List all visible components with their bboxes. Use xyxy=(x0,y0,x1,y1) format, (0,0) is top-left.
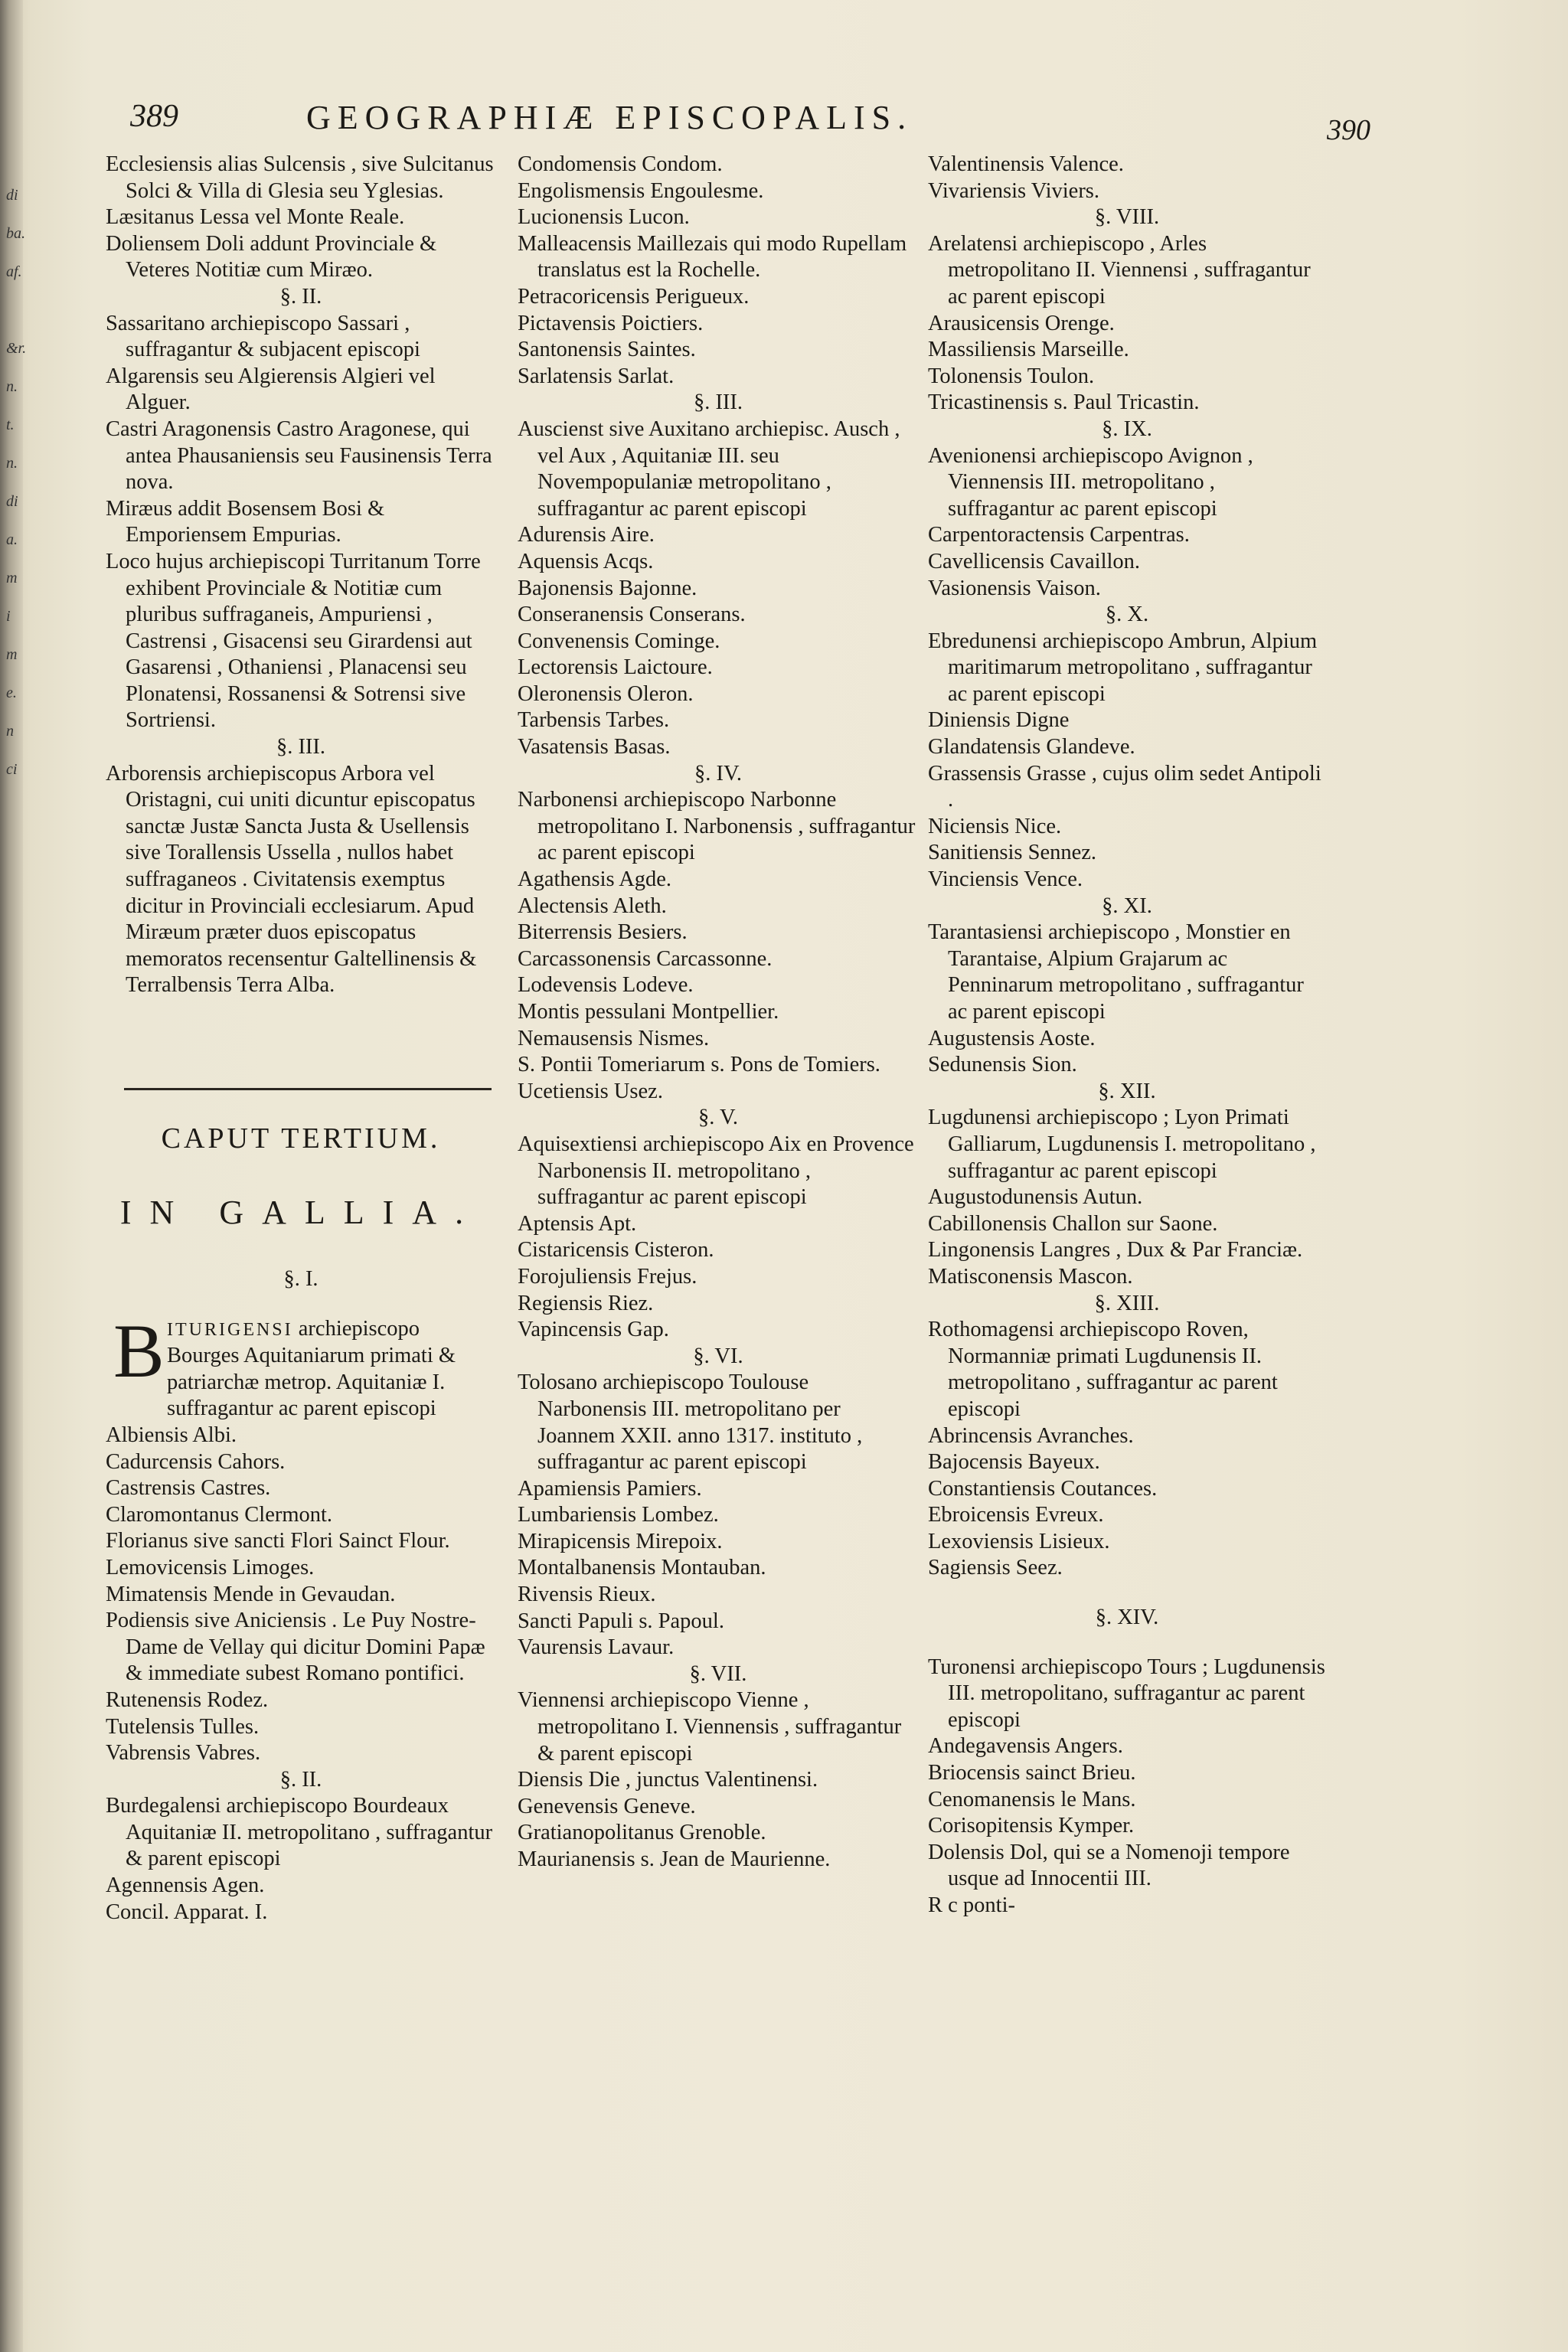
margin-fragment: i xyxy=(6,608,11,625)
diocese-entry: Sagiensis Seez. xyxy=(928,1556,1063,1580)
diocese-entry: Gratianopolitanus Grenoble. xyxy=(518,1821,766,1845)
column-left-entries xyxy=(106,152,496,999)
diocese-entry: Vinciensis Vence. xyxy=(928,867,1083,892)
diocese-entry: Vivariensis Viviers. xyxy=(928,178,1100,203)
diocese-entry: Miræus addit Bosensem Bosi & Emporiensem Empurias. xyxy=(106,496,385,547)
opening-paragraph xyxy=(106,1308,496,1423)
diocese-entry: Oleronensis Oleron. xyxy=(518,681,694,706)
diocese-entry: Rivensis Rieux. xyxy=(518,1583,656,1607)
diocese-entry: Castrensis Castres. xyxy=(106,1476,271,1501)
section-heading: §. II. xyxy=(279,284,322,309)
diocese-entry: Montalbanensis Montauban. xyxy=(518,1556,766,1580)
diocese-entry: Castri Aragonensis Castro Aragonese, qui antea Phausaniensis seu Fausinensis Terra nova. xyxy=(106,416,492,495)
diocese-entry: Carcassonensis Carcassonne. xyxy=(518,946,773,971)
diocese-entry: Maurianensis s. Jean de Maurienne. xyxy=(518,1847,831,1871)
section-gap xyxy=(928,1582,1326,1605)
running-header xyxy=(130,98,1370,152)
diocese-entry: Loco hujus archiepiscopi Turritanum Torre exhibent Provinciale & Notitiæ cum pluribus suffraganeis, Ampuriensi , Castrensi , Gisacensi seu Girardensi aut Gasarensi , Othaniensi , Planacensi seu Plonatensi, Rossanensi & Sotrensi sive Sortriensi. xyxy=(106,549,481,733)
margin-fragment: af. xyxy=(6,263,22,280)
section-heading: §. IV. xyxy=(694,761,743,786)
diocese-entry: Tarbensis Tarbes. xyxy=(518,708,670,733)
section-heading: §. III. xyxy=(693,390,743,415)
column-middle-entries xyxy=(518,152,919,1873)
diocese-entry: Florianus sive sancti Flori Sainct Flour. xyxy=(106,1529,450,1553)
diocese-entry: Niciensis Nice. xyxy=(928,814,1062,838)
section-heading: §. XIV. xyxy=(1095,1606,1159,1630)
chapter-rule xyxy=(124,1088,492,1090)
diocese-entry: Albiensis Albi. xyxy=(106,1423,237,1447)
diocese-entry: Lumbariensis Lombez. xyxy=(518,1503,719,1527)
section-gap xyxy=(106,999,496,1088)
diocese-entry: Malleacensis Maillezais qui modo Rupellam translatus est la Rochelle. xyxy=(518,231,907,283)
diocese-entry: Sanitiensis Sennez. xyxy=(928,841,1097,865)
chapter-title: CAPUT TERTIUM. xyxy=(161,1122,441,1155)
diocese-entry: Cavellicensis Cavaillon. xyxy=(928,549,1141,573)
diocese-entry: Cabillonensis Challon sur Saone. xyxy=(928,1211,1218,1236)
diocese-entry: Vapincensis Gap. xyxy=(518,1318,669,1342)
section-heading: §. VIII. xyxy=(1094,205,1160,230)
section-heading: §. VI. xyxy=(693,1344,743,1368)
diocese-entry: Læsitanus Lessa vel Monte Reale. xyxy=(106,205,405,230)
column-right-entries xyxy=(928,152,1326,1919)
diocese-entry: Santonensis Saintes. xyxy=(518,338,696,362)
chapter-subtitle: IN GALLIA. xyxy=(119,1194,482,1231)
diocese-entry: Sarlatensis Sarlat. xyxy=(518,364,675,388)
opening-connector: archiepiscopo xyxy=(292,1316,420,1341)
diocese-entry: Lemovicensis Limoges. xyxy=(106,1555,315,1579)
diocese-entry: Agennensis Agen. xyxy=(106,1873,265,1898)
diocese-entry: Viennensi archiepiscopo Vienne , metropolitano I. Viennensis , suffragantur & parent episcopi xyxy=(518,1688,902,1766)
diocese-entry: Adurensis Aire. xyxy=(518,523,655,547)
page-number-right: 390 xyxy=(1327,114,1370,146)
diocese-entry: Sedunensis Sion. xyxy=(928,1053,1077,1077)
section-heading: §. I. xyxy=(283,1267,318,1291)
diocese-entry: Genevensis Geneve. xyxy=(518,1794,696,1818)
diocese-entry: Lugdunensi archiepiscopo ; Lyon Primati Galliarum, Lugdunensis I. metropolitano , suffragantur ac parent episcopi xyxy=(928,1106,1316,1183)
diocese-entry: Vabrensis Vabres. xyxy=(106,1741,261,1766)
diocese-entry: S. Pontii Tomeriarum s. Pons de Tomiers. xyxy=(518,1053,880,1077)
diocese-entry: Ecclesiensis alias Sulcensis , sive Sulcitanus Solci & Villa di Glesia seu Yglesias. xyxy=(106,152,494,203)
diocese-entry: Tarantasiensi archiepiscopo , Monstier en Tarantaise, Alpium Grajarum ac Penninarum metropolitano , suffragantur ac parent episcopi xyxy=(928,920,1304,1024)
diocese-entry: Dolensis Dol, qui se a Nomenoji tempore usque ad Innocentii III. xyxy=(928,1840,1290,1891)
running-title: GEOGRAPHIÆ EPISCOPALIS. xyxy=(306,99,913,136)
diocese-entry: Lucionensis Lucon. xyxy=(518,205,690,230)
diocese-entry: Biterrensis Besiers. xyxy=(518,920,688,945)
diocese-entry: Carpentoractensis Carpentras. xyxy=(928,523,1190,547)
diocese-entry: Ucetiensis Usez. xyxy=(518,1079,663,1103)
column-left xyxy=(106,152,496,1926)
small-caps-word: ITURIGENSI xyxy=(167,1319,293,1340)
diocese-entry: Cistaricensis Cisteron. xyxy=(518,1238,714,1263)
diocese-entry: Turonensi archiepiscopo Tours ; Lugdunensis III. metropolitano, suffragantur ac parent episcopi xyxy=(928,1655,1325,1732)
diocese-entry: Conseranensis Conserans. xyxy=(518,603,746,627)
diocese-entry: Glandatensis Glandeve. xyxy=(928,735,1135,760)
drop-cap: B xyxy=(113,1308,165,1393)
section-heading: §. IX. xyxy=(1102,416,1152,441)
diocese-entry: Pictavensis Poictiers. xyxy=(518,311,704,335)
diocese-entry: Grassensis Grasse , cujus olim sedet Antipoli . xyxy=(928,761,1321,812)
diocese-entry: Agathensis Agde. xyxy=(518,867,672,892)
diocese-entry: Diensis Die , junctus Valentinensi. xyxy=(518,1768,818,1792)
diocese-entry: Lodevensis Lodeve. xyxy=(518,973,694,998)
margin-fragment: &r. xyxy=(6,340,26,357)
diocese-entry: Rothomagensi archiepiscopo Roven, Normanniæ primati Lugdunensis II. metropolitano , suffragantur ac parent episcopi xyxy=(928,1318,1278,1421)
diocese-entry: Massiliensis Marseille. xyxy=(928,338,1129,362)
column-right xyxy=(928,152,1326,1919)
section-heading: §. XII. xyxy=(1098,1079,1156,1103)
section-heading: §. XIII. xyxy=(1094,1291,1160,1315)
diocese-entry: Petracoricensis Perigueux. xyxy=(518,284,750,309)
margin-fragment: n xyxy=(6,723,14,740)
diocese-entry: Ebroicensis Evreux. xyxy=(928,1503,1104,1527)
diocese-entry: Aquisextiensi archiepiscopo Aix en Provence Narbonensis II. metropolitano , suffragantur ac parent episcopi xyxy=(518,1132,914,1210)
diocese-entry: Vasatensis Basas. xyxy=(518,735,671,760)
diocese-entry: Andegavensis Angers. xyxy=(928,1734,1123,1759)
diocese-entry: Augustodunensis Autun. xyxy=(928,1185,1143,1210)
margin-fragment: e. xyxy=(6,684,17,701)
diocese-entry: Lexoviensis Lisieux. xyxy=(928,1529,1110,1553)
diocese-entry: Cenomanensis le Mans. xyxy=(928,1787,1136,1811)
section-heading: §. X. xyxy=(1105,603,1149,627)
diocese-entry: Engolismensis Engoulesme. xyxy=(518,178,764,203)
margin-fragment: m xyxy=(6,570,18,586)
diocese-entry: Lingonensis Langres , Dux & Par Franciæ. xyxy=(928,1238,1303,1263)
diocese-entry: Augustensis Aoste. xyxy=(928,1026,1096,1050)
diocese-entry: Regiensis Riez. xyxy=(518,1291,654,1315)
diocese-entry: Forojuliensis Frejus. xyxy=(518,1264,697,1289)
opening-text: Bourges Aquitaniarum primati & patriarchæ metrop. Aquitaniæ I. suffragantur ac parent episcopi xyxy=(167,1344,456,1421)
margin-fragment xyxy=(6,291,26,329)
diocese-entry: Sancti Papuli s. Papoul. xyxy=(518,1609,724,1633)
diocese-entry: Apamiensis Pamiers. xyxy=(518,1476,702,1501)
diocese-entry: Vasionensis Vaison. xyxy=(928,576,1101,600)
diocese-entry: Convenensis Cominge. xyxy=(518,629,720,653)
diocese-entry: Burdegalensi archiepiscopo Bourdeaux Aquitaniæ II. metropolitano , suffragantur & parent episcopi xyxy=(106,1794,493,1871)
diocese-entry: Valentinensis Valence. xyxy=(928,152,1124,176)
diocese-entry: Abrincensis Avranches. xyxy=(928,1423,1134,1448)
margin-fragment: m xyxy=(6,646,18,663)
diocese-entry: Rutenensis Rodez. xyxy=(106,1687,269,1712)
margin-fragment: ci xyxy=(6,761,18,778)
diocese-entry: Briocensis sainct Brieu. xyxy=(928,1761,1136,1785)
diocese-entry: Aquensis Acqs. xyxy=(518,549,654,573)
margin-fragment: di xyxy=(6,493,18,510)
diocese-entry: Podiensis sive Aniciensis . Le Puy Nostre-Dame de Vellay qui dicitur Domini Papæ & immediate subest Romano pontifici. xyxy=(106,1609,485,1686)
diocese-entry: Algarensis seu Algierensis Algieri vel Alguer. xyxy=(106,364,436,415)
margin-fragment: di xyxy=(6,187,18,204)
section-gap xyxy=(928,1632,1326,1655)
diocese-entry: Mirapicensis Mirepoix. xyxy=(518,1529,723,1553)
margin-fragment: t. xyxy=(6,416,15,433)
diocese-entry: Corisopitensis Kymper. xyxy=(928,1814,1135,1838)
diocese-entry: Concil. Apparat. I. xyxy=(106,1900,268,1924)
diocese-entry: Matisconensis Mascon. xyxy=(928,1264,1133,1289)
diocese-entry: Tutelensis Tulles. xyxy=(106,1714,260,1739)
diocese-entry: Tolonensis Toulon. xyxy=(928,364,1095,388)
diocese-entry: Vaurensis Lavaur. xyxy=(518,1635,675,1660)
diocese-entry: Montis pessulani Montpellier. xyxy=(518,1000,779,1024)
diocese-entry: Bajonensis Bajonne. xyxy=(518,576,697,600)
column-middle xyxy=(518,152,919,1873)
diocese-entry: Tricastinensis s. Paul Tricastin. xyxy=(928,390,1200,415)
diocese-entry: Aptensis Apt. xyxy=(518,1211,637,1236)
diocese-entry: Tolosano archiepiscopo Toulouse Narbonensis III. metropolitano per Joannem XXII. anno 1317. instituto , suffragantur ac parent episcopi xyxy=(518,1370,863,1475)
margin-fragment: ba. xyxy=(6,225,25,242)
diocese-entry: Auscienst sive Auxitano archiepisc. Ausch , vel Aux , Aquitaniæ III. seu Novempopulaniæ metropolitano , suffragantur ac parent episcopi xyxy=(518,416,900,521)
diocese-entry: Bajocensis Bayeux. xyxy=(928,1450,1100,1475)
section-heading: §. II. xyxy=(279,1767,322,1792)
diocese-entry: Avenionensi archiepiscopo Avignon , Viennensis III. metropolitano , suffragantur ac parent episcopi xyxy=(928,443,1253,521)
margin-fragment: n. xyxy=(6,455,18,472)
diocese-entry: Nemausensis Nismes. xyxy=(518,1026,710,1050)
page-number-left: 389 xyxy=(130,99,178,134)
diocese-entry: R c ponti- xyxy=(928,1893,1015,1917)
diocese-entry: Claromontanus Clermont. xyxy=(106,1502,333,1527)
section-heading: §. VII. xyxy=(689,1661,747,1686)
diocese-entry: Alectensis Aleth. xyxy=(518,893,667,918)
section-heading: §. XI. xyxy=(1102,893,1152,918)
diocese-entry: Sassaritano archiepiscopo Sassari , suffragantur & subjacent episcopi xyxy=(106,311,420,362)
margin-fragment: a. xyxy=(6,531,18,548)
margin-fragment: n. xyxy=(6,378,18,395)
diocese-entry: Lectorensis Laictoure. xyxy=(518,655,713,680)
diocese-entry: Ebredunensi archiepiscopo Ambrun, Alpium maritimarum metropolitano , suffragantur ac parent episcopi xyxy=(928,629,1318,706)
diocese-entry: Diniensis Digne xyxy=(928,708,1070,733)
previous-page-margin-fragments xyxy=(6,176,26,789)
diocese-entry: Arausicensis Orenge. xyxy=(928,311,1115,335)
diocese-entry: Mimatensis Mende in Gevaudan. xyxy=(106,1582,396,1606)
diocese-entry: Cadurcensis Cahors. xyxy=(106,1449,286,1474)
diocese-entry: Arelatensi archiepiscopo , Arles metropolitano II. Viennensi , suffragantur ac parent episcopi xyxy=(928,231,1311,309)
section-heading: §. V. xyxy=(697,1106,739,1130)
diocese-entry: Arborensis archiepiscopus Arbora vel Oristagni, cui uniti dicuntur episcopatus sanctæ Justæ Sancta Justa & Usellensis sive Torallensis Ussella , nullos habet suffraganeos . Civitatensis exemptus dicitur in Provinciali ecclesiarum. Apud Miræum præter duos episcopatus memoratos recensentur Galtellinensis & Terralbensis Terra Alba. xyxy=(106,761,477,998)
diocese-entry: Constantiensis Coutances. xyxy=(928,1476,1158,1501)
diocese-entry: Narbonensi archiepiscopo Narbonne metropolitano I. Narbonensis , suffragantur ac parent episcopi xyxy=(518,788,916,865)
column-left-entries-2 xyxy=(106,1423,496,1926)
section-heading: §. III. xyxy=(276,735,326,760)
diocese-entry: Doliensem Doli addunt Provinciale & Veteres Notitiæ cum Miræo. xyxy=(106,231,437,283)
diocese-entry: Condomensis Condom. xyxy=(518,152,723,176)
